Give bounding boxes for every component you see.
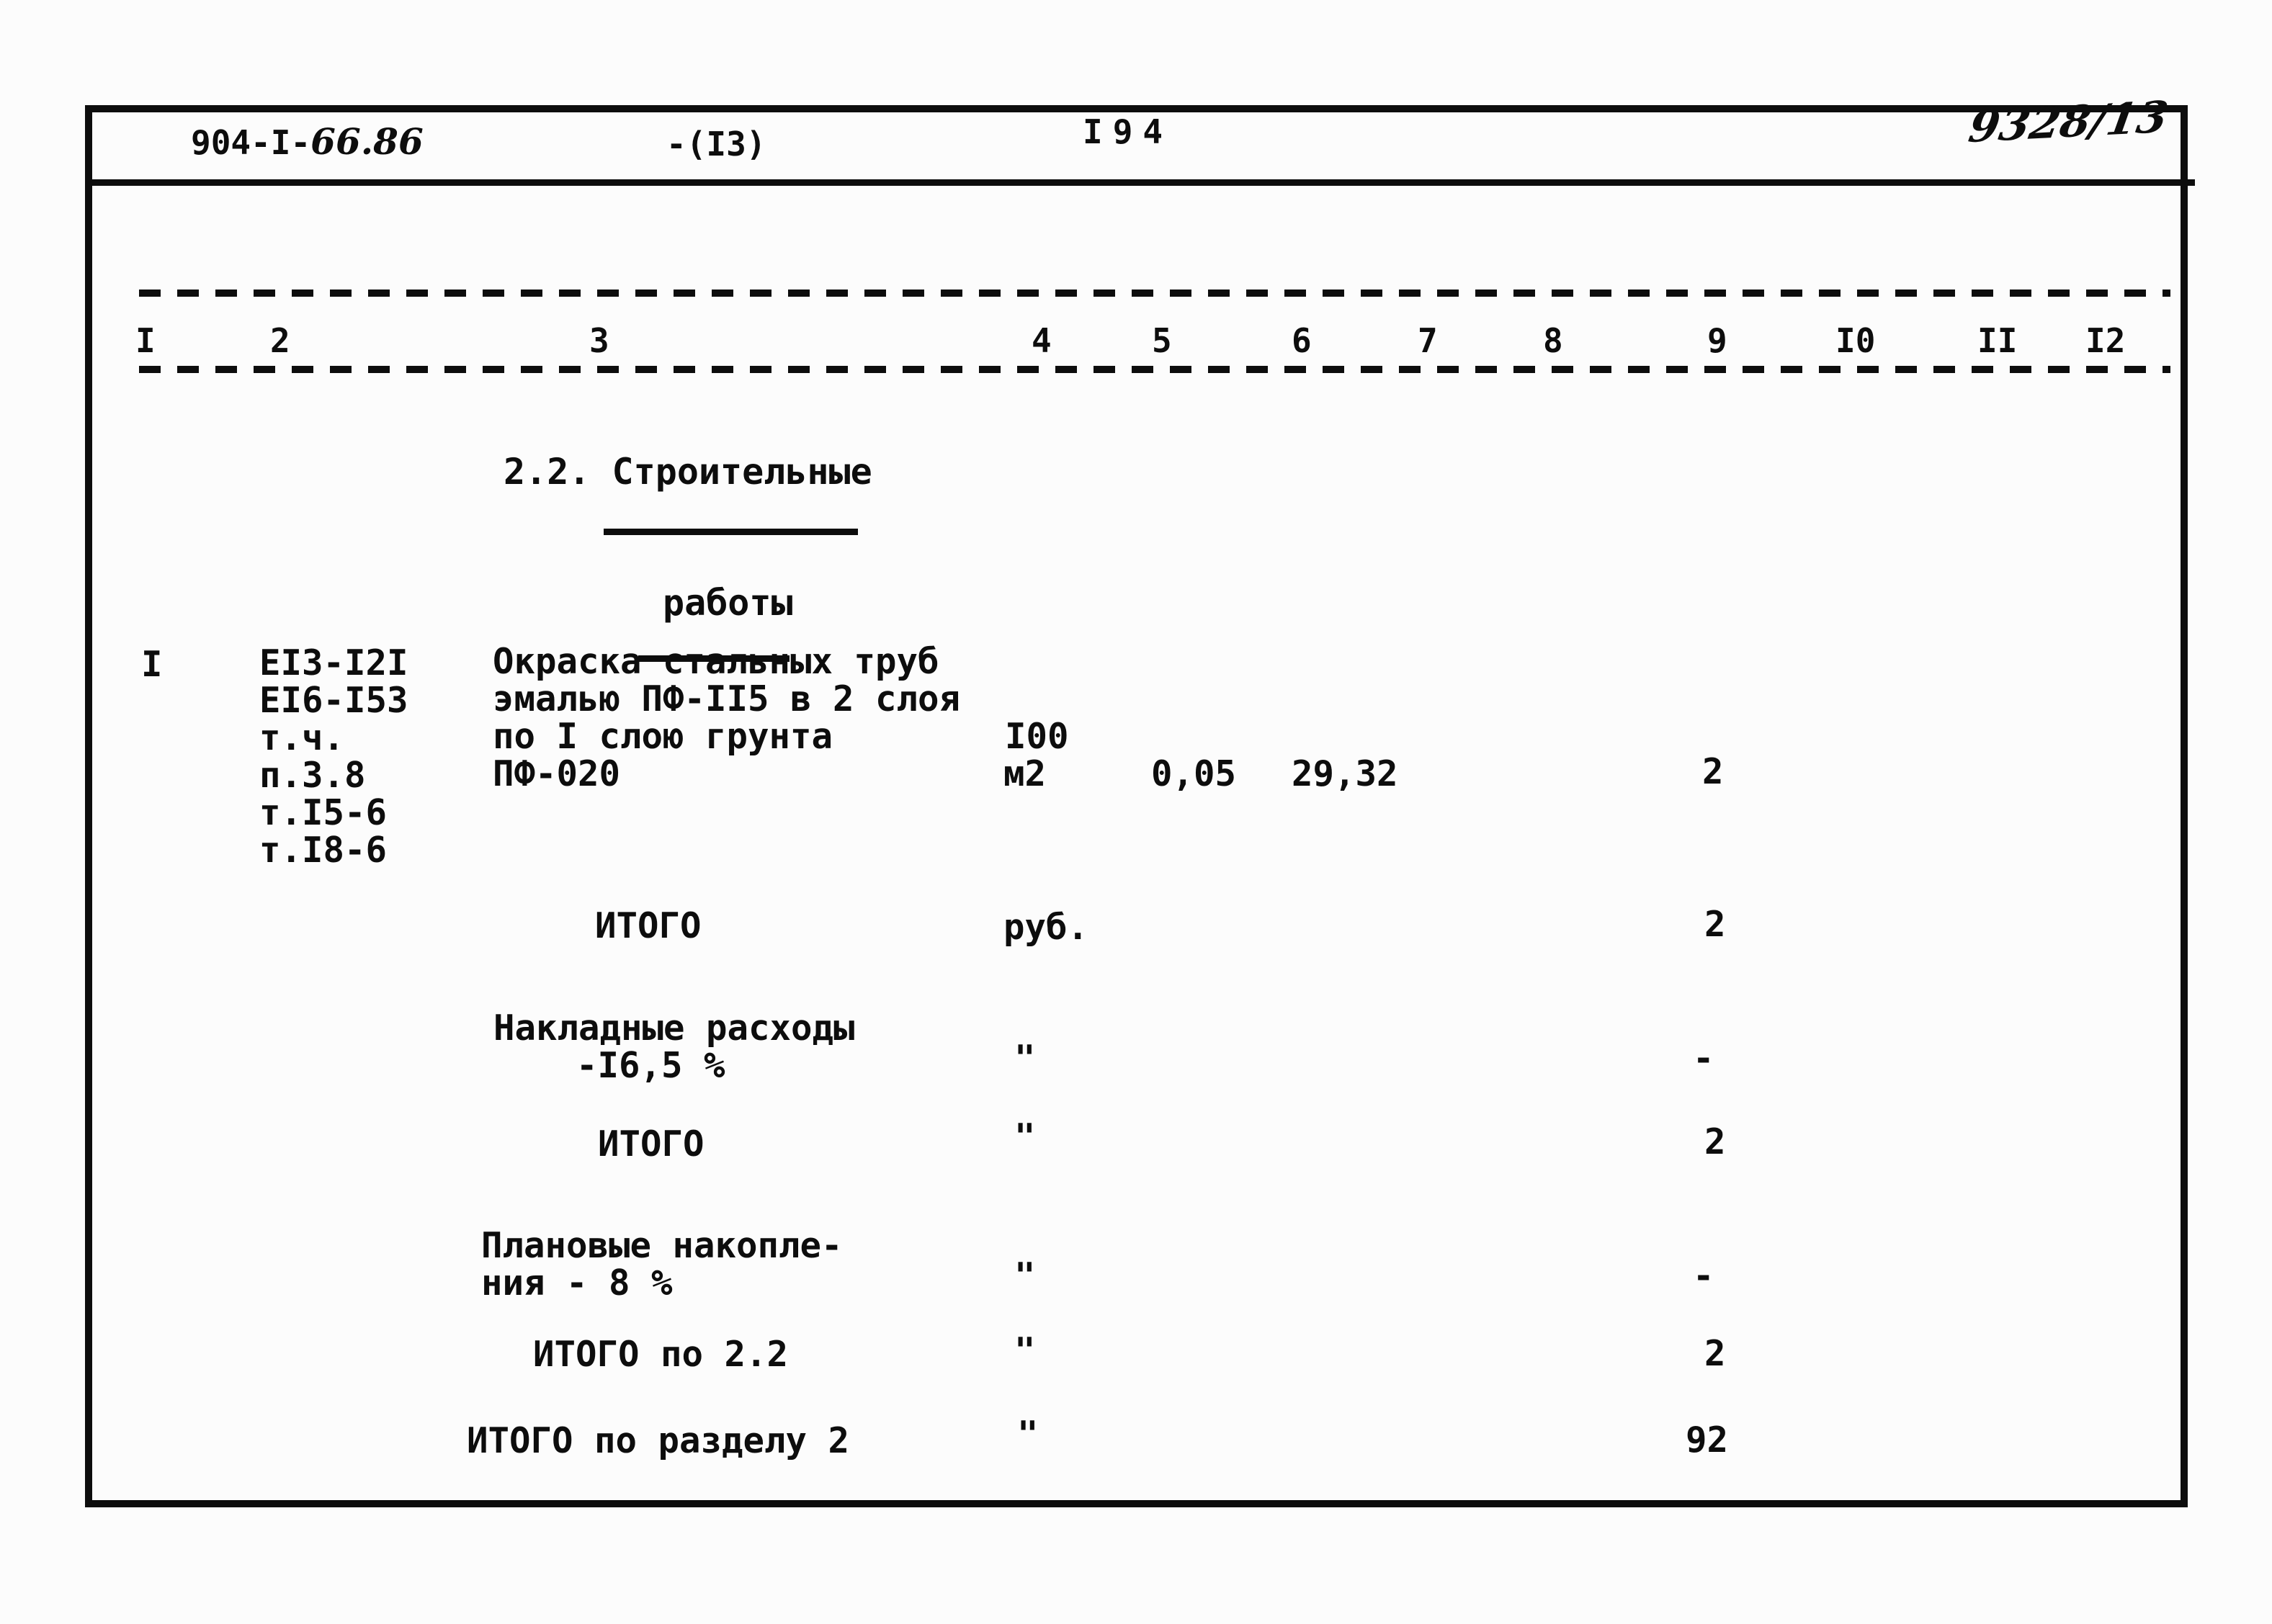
header-divider: [85, 179, 2195, 186]
column-number-12: I2: [2085, 321, 2126, 360]
page-frame: [85, 105, 2188, 1507]
summary-3-total: 2: [1704, 1121, 1726, 1162]
sheet-label: -(I3): [666, 125, 766, 163]
summary-3-unit: ": [1014, 1116, 1036, 1157]
dashed-rule-bottom: [139, 366, 2170, 373]
stamp-number: 9328/13: [1965, 91, 2172, 153]
item-basis-line: ЕI6-I53: [259, 680, 408, 721]
summary-6-unit: ": [1017, 1414, 1039, 1455]
summary-6-label: ИТОГО по разделу 2: [467, 1420, 850, 1461]
item-description-line: эмалью ПФ-II5 в 2 слоя: [493, 678, 961, 719]
column-number-10: I0: [1835, 321, 1876, 360]
column-number-2: 2: [270, 321, 290, 360]
column-number-9: 9: [1707, 321, 1727, 360]
item-unit-price: 29,32: [1292, 753, 1398, 794]
item-unit-bottom: м2: [1003, 753, 1047, 794]
item-qty: 0,05: [1151, 753, 1237, 794]
item-no: I: [141, 644, 163, 685]
summary-1-unit: руб.: [1003, 907, 1089, 948]
column-number-1: I: [135, 321, 156, 360]
summary-3-label: ИТОГО: [598, 1123, 705, 1165]
column-number-7: 7: [1418, 321, 1438, 360]
summary-2-label: Накладные расходы: [493, 1008, 855, 1049]
summary-6-total: 92: [1686, 1419, 1729, 1461]
summary-5-total: 2: [1704, 1333, 1726, 1374]
summary-5-unit: ": [1014, 1330, 1036, 1371]
item-basis-line: т.I5-6: [259, 792, 388, 833]
item-unit-top: I00: [1005, 716, 1069, 757]
column-number-5: 5: [1152, 321, 1172, 360]
summary-4-label: Плановые накопле-: [481, 1225, 843, 1266]
item-basis-line: т.ч.: [259, 717, 345, 758]
dashed-rule-top: [139, 290, 2170, 297]
column-number-3: 3: [589, 321, 609, 360]
summary-4-unit: ": [1014, 1255, 1036, 1296]
page-number: I94: [1083, 112, 1173, 151]
item-total: 2: [1702, 751, 1724, 792]
section-title-line1: 2.2. Строительные: [504, 451, 872, 493]
summary-2-unit: ": [1014, 1038, 1036, 1079]
summary-2-label-line2: -I6,5 %: [576, 1045, 725, 1086]
summary-2-total: -: [1693, 1038, 1714, 1079]
section-title-line2: работы: [663, 582, 793, 624]
doc-series-handwritten: 66.86: [310, 120, 424, 163]
item-basis-line: п.3.8: [259, 755, 366, 796]
column-number-6: 6: [1292, 321, 1312, 360]
summary-4-label-line2: ния - 8 %: [481, 1262, 673, 1304]
column-number-4: 4: [1032, 321, 1052, 360]
item-description-line: ПФ-020: [493, 753, 621, 794]
column-number-8: 8: [1543, 321, 1563, 360]
doc-series: [191, 120, 424, 163]
column-number-11: II: [1977, 321, 2018, 360]
summary-1-label: ИТОГО: [595, 905, 702, 946]
item-basis-line: т.I8-6: [259, 830, 388, 871]
doc-series-typed: 904-I-: [191, 123, 311, 162]
summary-5-label: ИТОГО по 2.2: [533, 1334, 789, 1375]
section-title-underline: [604, 529, 858, 535]
item-basis-line: ЕI3-I2I: [259, 642, 408, 683]
summary-4-total: -: [1693, 1255, 1714, 1296]
item-description-line: Окраска стальных труб: [493, 641, 939, 682]
summary-1-total: 2: [1704, 904, 1726, 945]
item-description-line: по I слою грунта: [493, 716, 833, 757]
